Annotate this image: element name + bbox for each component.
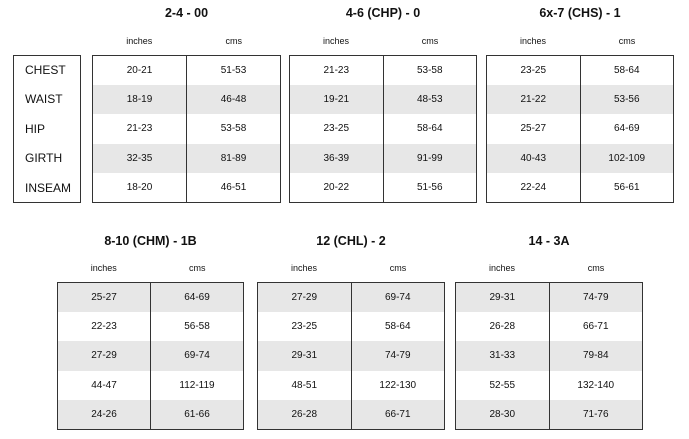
inches-cell: 20-21 bbox=[93, 56, 187, 85]
cms-cell: 51-56 bbox=[416, 181, 443, 193]
cms-cell: 69-74 bbox=[384, 292, 411, 304]
size-block bbox=[257, 0, 445, 439]
size-title: 12 (CHL) - 2 bbox=[316, 234, 386, 248]
cms-header: cms bbox=[189, 263, 206, 273]
cms-cell: 56-58 bbox=[184, 321, 210, 333]
inches-cell: 24-26 bbox=[58, 400, 151, 429]
table-row bbox=[58, 371, 243, 400]
inches-cell: 26-28 bbox=[258, 400, 352, 429]
cms-cell: 91-99 bbox=[416, 152, 443, 164]
cms-cell: 122-130 bbox=[379, 379, 417, 391]
cms-cell: 74-79 bbox=[384, 350, 411, 362]
inches-header: inches bbox=[126, 36, 153, 46]
table-row bbox=[456, 312, 642, 341]
measurement-table bbox=[257, 282, 445, 430]
inches-cell: 19-21 bbox=[290, 85, 384, 114]
cms-cell: 56-61 bbox=[613, 181, 640, 193]
cms-cell: 58-64 bbox=[613, 65, 640, 77]
table-row bbox=[456, 283, 642, 312]
label-waist: WAIST bbox=[25, 92, 63, 107]
cms-cell: 53-58 bbox=[220, 123, 247, 135]
table-row bbox=[258, 341, 444, 370]
cms-cell: 48-53 bbox=[416, 94, 443, 106]
inches-cell: 48-51 bbox=[258, 371, 352, 400]
inches-cell: 27-29 bbox=[58, 341, 151, 370]
inches-cell: 29-31 bbox=[456, 283, 550, 312]
table-row bbox=[58, 283, 243, 312]
cms-cell: 58-64 bbox=[384, 321, 411, 333]
inches-cell: 26-28 bbox=[456, 312, 550, 341]
cms-cell: 102-109 bbox=[608, 152, 646, 164]
inches-cell: 29-31 bbox=[258, 341, 352, 370]
table-row bbox=[58, 341, 243, 370]
inches-header: inches bbox=[322, 36, 349, 46]
inches-cell: 36-39 bbox=[290, 144, 384, 173]
table-row bbox=[258, 312, 444, 341]
cms-cell: 64-69 bbox=[184, 292, 210, 304]
cms-header: cms bbox=[587, 263, 605, 273]
table-row bbox=[456, 371, 642, 400]
cms-header: cms bbox=[421, 36, 439, 46]
inches-cell: 40-43 bbox=[487, 144, 581, 173]
size-title: 14 - 3A bbox=[528, 234, 570, 248]
cms-header: cms bbox=[389, 263, 407, 273]
inches-header: inches bbox=[519, 36, 546, 46]
cms-cell: 58-64 bbox=[416, 123, 443, 135]
cms-cell: 81-89 bbox=[220, 152, 247, 164]
inches-cell: 31-33 bbox=[456, 341, 550, 370]
inches-cell: 21-23 bbox=[93, 114, 187, 143]
inches-cell: 25-27 bbox=[487, 114, 581, 143]
inches-cell: 22-24 bbox=[487, 173, 581, 202]
inches-header: inches bbox=[90, 263, 117, 273]
cms-header: cms bbox=[618, 36, 636, 46]
inches-cell: 44-47 bbox=[58, 371, 151, 400]
cms-cell: 69-74 bbox=[184, 350, 210, 362]
cms-cell: 79-84 bbox=[582, 350, 609, 362]
cms-cell: 64-69 bbox=[613, 123, 640, 135]
inches-cell: 22-23 bbox=[58, 312, 151, 341]
cms-cell: 46-48 bbox=[220, 94, 247, 106]
inches-cell: 23-25 bbox=[290, 114, 384, 143]
table-row bbox=[258, 283, 444, 312]
inches-cell: 18-20 bbox=[93, 173, 187, 202]
size-title: 2-4 - 00 bbox=[164, 6, 209, 20]
cms-cell: 71-76 bbox=[582, 408, 609, 420]
inches-header: inches bbox=[488, 263, 515, 273]
table-row bbox=[58, 312, 243, 341]
cms-cell: 74-79 bbox=[582, 292, 609, 304]
size-title: 6x-7 (CHS) - 1 bbox=[539, 6, 621, 20]
cms-cell: 46-51 bbox=[220, 181, 247, 193]
inches-cell: 28-30 bbox=[456, 400, 550, 429]
size-block bbox=[57, 0, 244, 439]
label-inseam: INSEAM bbox=[25, 180, 72, 195]
inches-cell: 20-22 bbox=[290, 173, 384, 202]
cms-cell: 61-66 bbox=[184, 408, 210, 420]
table-row bbox=[58, 400, 243, 429]
size-title: 8-10 (CHM) - 1B bbox=[104, 234, 197, 248]
size-title: 4-6 (CHP) - 0 bbox=[345, 6, 421, 20]
label-hip: HIP bbox=[25, 121, 46, 136]
table-row bbox=[456, 341, 642, 370]
cms-cell: 53-56 bbox=[613, 94, 640, 106]
label-girth: GIRTH bbox=[25, 151, 63, 166]
table-row bbox=[258, 400, 444, 429]
cms-cell: 51-53 bbox=[220, 65, 247, 77]
cms-cell: 66-71 bbox=[384, 408, 411, 420]
cms-header: cms bbox=[225, 36, 242, 46]
inches-cell: 21-23 bbox=[290, 56, 384, 85]
cms-cell: 132-140 bbox=[577, 379, 615, 391]
inches-cell: 27-29 bbox=[258, 283, 352, 312]
cms-cell: 66-71 bbox=[582, 321, 609, 333]
inches-cell: 21-22 bbox=[487, 85, 581, 114]
cms-cell: 112-119 bbox=[179, 379, 215, 391]
measurement-table bbox=[57, 282, 244, 430]
measurement-table bbox=[455, 282, 643, 430]
inches-cell: 23-25 bbox=[487, 56, 581, 85]
inches-header: inches bbox=[290, 263, 317, 273]
label-chest: CHEST bbox=[25, 63, 66, 77]
inches-cell: 32-35 bbox=[93, 144, 187, 173]
inches-cell: 52-55 bbox=[456, 371, 550, 400]
inches-cell: 18-19 bbox=[93, 85, 187, 114]
table-row bbox=[456, 400, 642, 429]
inches-cell: 23-25 bbox=[258, 312, 352, 341]
table-row bbox=[258, 371, 444, 400]
cms-cell: 53-58 bbox=[416, 65, 443, 77]
inches-cell: 25-27 bbox=[58, 283, 151, 312]
size-block bbox=[455, 0, 643, 439]
